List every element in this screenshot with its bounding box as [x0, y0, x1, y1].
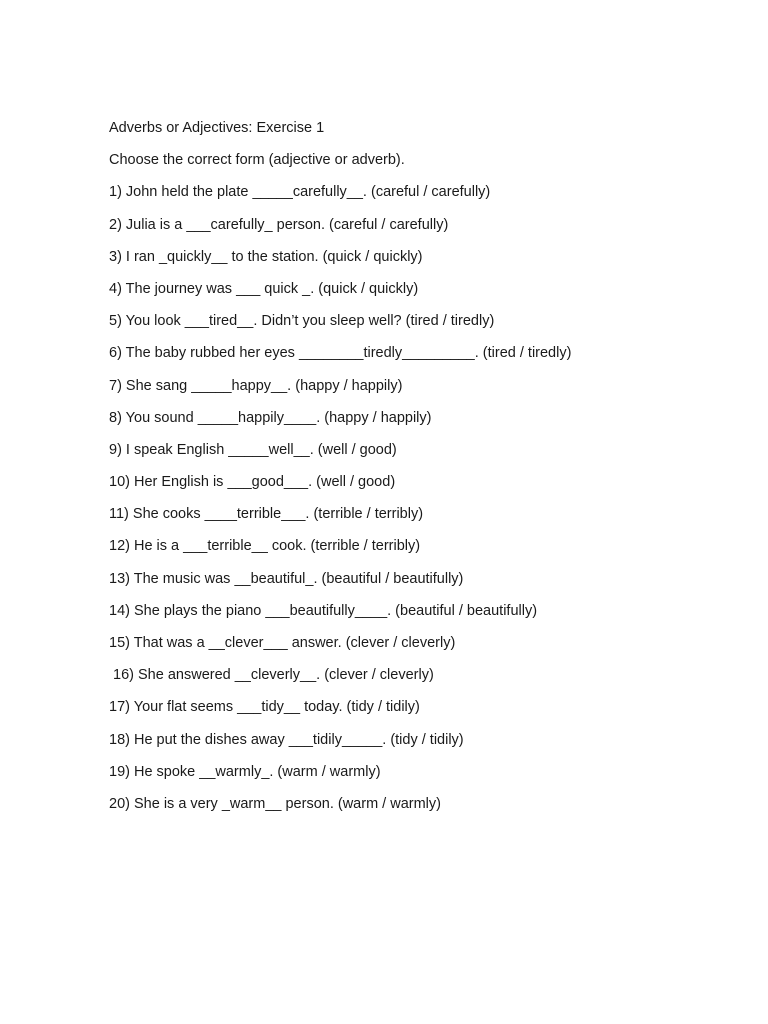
exercise-item-19: 19) He spoke __warmly_. (warm / warmly)	[109, 763, 381, 780]
exercise-item-8: 8) You sound _____happily____. (happy / happily)	[109, 409, 432, 426]
exercise-item-5: 5) You look ___tired__. Didn’t you sleep well? (tired / tiredly)	[109, 313, 495, 330]
exercise-item-16: 16) She answered __cleverly__. (clever / cleverly)	[109, 667, 434, 684]
exercise-item-18: 18) He put the dishes away ___tidily_____. (tidy / tidily)	[109, 731, 464, 748]
worksheet-title: Adverbs or Adjectives: Exercise 1	[109, 120, 325, 136]
exercise-item-11: 11) She cooks ____terrible___. (terrible / terribly)	[109, 506, 424, 523]
worksheet-page	[109, 116, 729, 824]
exercise-item-12: 12) He is a ___terrible__ cook. (terrible / terribly)	[109, 538, 421, 555]
worksheet-instructions: Choose the correct form (adjective or adverb).	[109, 152, 405, 169]
exercise-item-7: 7) She sang _____happy__. (happy / happily)	[109, 377, 403, 394]
exercise-item-9: 9) I speak English _____well__. (well / good)	[109, 441, 397, 458]
exercise-item-1: 1) John held the plate _____carefully__. (careful / carefully)	[109, 184, 491, 201]
exercise-item-6: 6) The baby rubbed her eyes ________tiredly_________. (tired / tiredly)	[109, 345, 572, 362]
exercise-item-13: 13) The music was __beautiful_. (beautiful / beautifully)	[109, 570, 464, 587]
exercise-item-2: 2) Julia is a ___carefully_ person. (careful / carefully)	[109, 216, 449, 233]
exercise-item-17: 17) Your flat seems ___tidy__ today. (tidy / tidily)	[109, 699, 420, 716]
exercise-item-20: 20) She is a very _warm__ person. (warm / warmly)	[109, 795, 441, 812]
exercise-item-14: 14) She plays the piano ___beautifully____. (beautiful / beautifully)	[109, 602, 538, 619]
exercise-item-4: 4) The journey was ___ quick _. (quick / quickly)	[109, 280, 419, 297]
exercise-item-10: 10) Her English is ___good___. (well / good)	[109, 474, 396, 491]
exercise-item-15: 15) That was a __clever___ answer. (clever / cleverly)	[109, 635, 456, 651]
exercise-item-3: 3) I ran _quickly__ to the station. (quick / quickly)	[109, 248, 423, 265]
